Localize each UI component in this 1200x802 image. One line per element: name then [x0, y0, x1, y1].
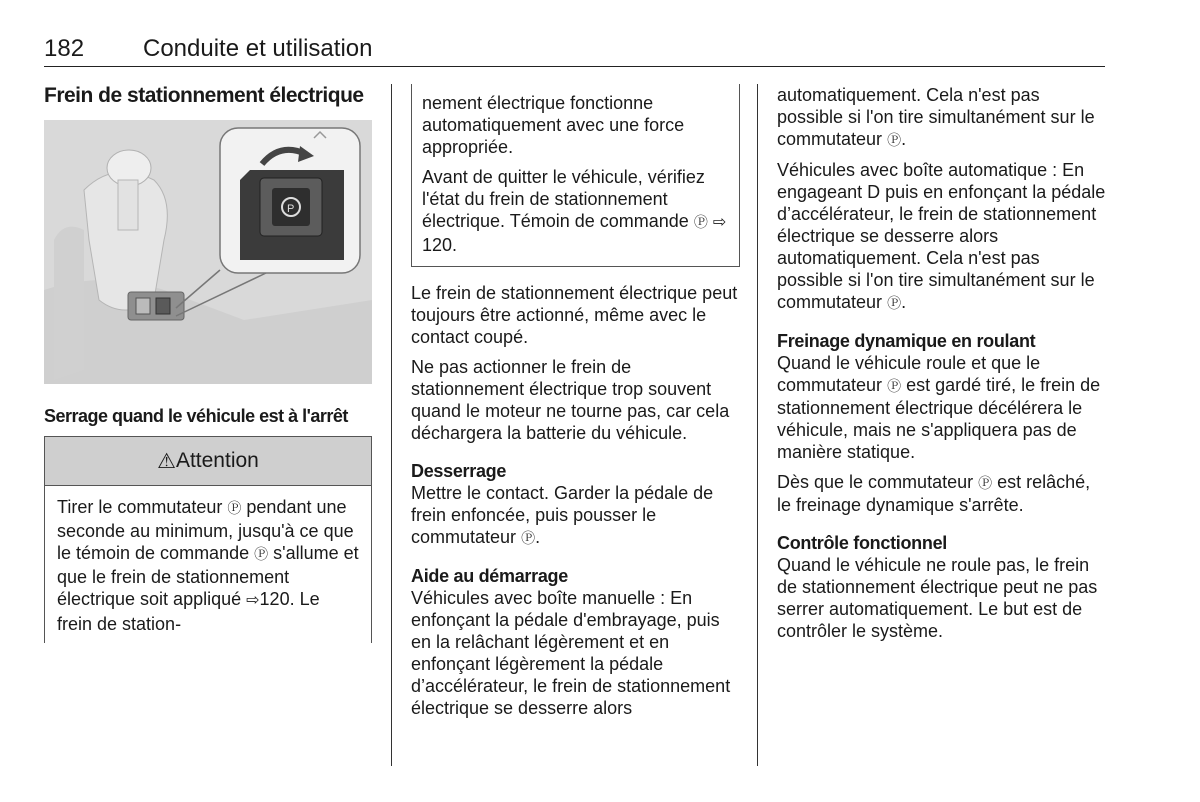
- column-divider-2: [757, 84, 758, 766]
- heading-aide-demarrage: Aide au démarrage: [411, 566, 568, 586]
- automatic-text-1: Véhicules avec boîte automatique : En engageant: [777, 160, 1085, 202]
- paragraph-automatic-gearbox: [777, 159, 1107, 314]
- heading-desserrage: Desserrage: [411, 461, 507, 481]
- punctuation: .: [535, 527, 541, 547]
- box-paragraph-1: nement électrique fonctionne automatiquement avec une force appropriée.: [422, 93, 685, 157]
- page-reference: 120.: [422, 235, 458, 255]
- heading-freinage-dynamique: Freinage dynamique en roulant: [777, 331, 1036, 351]
- paragraph-controle-fonctionnel: Quand le véhicule ne roule pas, le frein de stationnement électrique peut ne pas serrer automatiquement. Le but est de contrôler le système.: [777, 555, 1098, 641]
- page-reference-arrow-icon: ⇨: [246, 592, 260, 609]
- box-paragraph-2-text: Avant de quitter le véhicule, vérifiez l'état du frein de stationnement électrique. Témoin de commande: [422, 167, 705, 231]
- paragraph-release-switch: [777, 471, 1107, 516]
- chapter-title: Conduite et utilisation: [143, 35, 373, 62]
- column-divider-1: [391, 84, 392, 766]
- automatic-text-2: puis en enfonçant la pédale d’accélérateur, le frein de stationnement électrique se desserre alors automatiquement. Cela n'est pas possible si l'on tire simultanément sur le commutateur: [777, 182, 1106, 312]
- attention-header: [45, 437, 371, 486]
- column-2-body: [411, 282, 741, 727]
- parking-symbol-icon: Ⓟ: [254, 546, 269, 562]
- parking-symbol-icon: Ⓟ: [887, 295, 902, 311]
- attention-title: Attention: [175, 449, 259, 472]
- paragraph-desserrage: [411, 482, 741, 549]
- paragraph-always-operable: Le frein de stationnement électrique peut toujours être actionné, même avec le contact coupé.: [411, 283, 738, 347]
- console-illustration-icon: [44, 120, 372, 384]
- attention-text-4: 120. Le frein de station-: [57, 589, 320, 634]
- parking-symbol-icon: Ⓟ: [227, 500, 242, 516]
- page-number: 182: [44, 35, 85, 62]
- parking-symbol-icon: Ⓟ: [978, 475, 993, 491]
- auto-release-text: automatiquement. Cela n'est pas possible si l'on tire simultanément sur le commutateur: [777, 85, 1095, 149]
- paragraph-aide-demarrage: Véhicules avec boîte manuelle : En enfonçant la pédale d'embrayage, puis en la relâchant légèrement et en enfonçant légèrement la pédale d’accélérateur, le frein de stationnement électrique se desserre alors: [411, 588, 731, 718]
- parking-symbol-icon: Ⓟ: [887, 132, 902, 148]
- attention-text-3: s'allume et que le frein de stationnement électrique soit appliqué: [57, 543, 359, 609]
- header-divider: [44, 66, 1105, 67]
- parking-symbol-icon: Ⓟ: [521, 530, 536, 546]
- punctuation: .: [901, 129, 907, 149]
- warning-icon: ⚠: [157, 449, 176, 473]
- freinage-text-2: est gardé tiré, le frein de stationnement électrique décélérera le véhicule, mais ne s'appliquera pas de manière statique.: [777, 375, 1101, 462]
- page-reference-arrow-icon: ⇨: [712, 214, 727, 231]
- attention-text-2: pendant une seconde au minimum, jusqu'à ce que le témoin de commande: [57, 497, 354, 563]
- paragraph-battery-warning: Ne pas actionner le frein de stationnement électrique trop souvent quand le moteur ne tourne pas, car cela déchargera la batterie du véhicule.: [411, 357, 730, 443]
- figure-subtitle: Serrage quand le véhicule est à l'arrêt: [44, 406, 348, 426]
- release-text-1: Dès que le commutateur: [777, 472, 974, 492]
- heading-controle-fonctionnel: Contrôle fonctionnel: [777, 533, 947, 553]
- desserrage-text: Mettre le contact. Garder la pédale de frein enfoncée, puis pousser le commutateur: [411, 483, 714, 547]
- paragraph-auto-release-manual: [777, 84, 1107, 151]
- parking-symbol-icon: Ⓟ: [693, 214, 708, 230]
- box-paragraph-2: [422, 166, 729, 256]
- attention-box: [44, 436, 372, 643]
- parking-symbol-icon: Ⓟ: [887, 378, 902, 394]
- freinage-text-1: Quand le véhicule roule et que le commutateur: [777, 353, 1041, 395]
- punctuation: .: [901, 292, 907, 312]
- column-3-body: [777, 84, 1107, 650]
- release-text-2: est relâché, le freinage dynamique s'arrête.: [777, 472, 1091, 515]
- svg-text:P: P: [287, 203, 295, 215]
- gear-d-label: D: [867, 182, 881, 202]
- attention-box-continuation: [411, 84, 740, 267]
- section-title: Frein de stationnement électrique: [44, 84, 364, 107]
- attention-text-1: Tirer le commutateur: [57, 497, 223, 517]
- parking-brake-illustration: [44, 120, 372, 384]
- attention-body: [45, 486, 371, 635]
- paragraph-freinage-dynamique: [777, 352, 1107, 463]
